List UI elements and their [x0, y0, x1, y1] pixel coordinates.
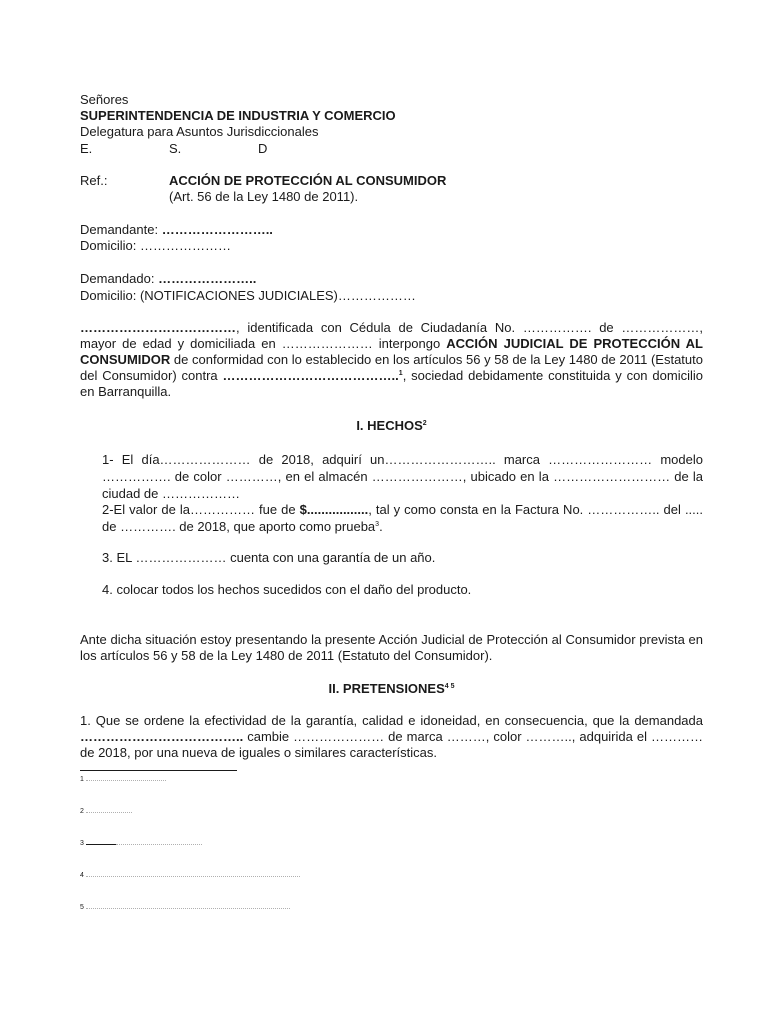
- domicilio-demandante-line: [80, 238, 231, 254]
- footnote-2: 2: [80, 808, 132, 816]
- hecho-3: 3. EL ………………… cuenta con una garantía de un año.: [102, 550, 436, 565]
- demandado-line: [80, 271, 256, 287]
- demandado-placeholder: …………………………………..: [222, 368, 399, 383]
- hecho-1: 1- El día………………… de 2018, adquirí un…………………….. marca …………………… modelo ……………. de color …………, en el almacén …………………, ubicado en la ……………………… de la ciudad de ………………: [102, 452, 703, 501]
- footnote-ref-4-5: 4 5: [444, 683, 455, 690]
- footnote-5: 5: [80, 904, 290, 912]
- footnote-separator: [80, 770, 237, 771]
- entity-name: SUPERINTENDENCIA DE INDUSTRIA Y COMERCIO: [80, 108, 396, 123]
- ref-label: Ref.:: [80, 173, 108, 188]
- salutation: Señores: [80, 92, 129, 107]
- hecho-4: 4. colocar todos los hechos sucedidos con el daño del producto.: [102, 582, 472, 597]
- pretension-1: 1. Que se ordene la efectividad de la garantía, calidad e idoneidad, en consecuencia, que la demandada ……………………………….. cambie ………………… de marca ………, color ……….., adquirida el …………de 2018, por una nueva de iguales o similares características.: [80, 713, 703, 760]
- domicilio-demandado-line: [80, 288, 416, 304]
- footnote-ref-1: 1: [398, 370, 403, 377]
- esd-d: D: [258, 141, 268, 156]
- esd-e: E.: [80, 141, 93, 156]
- footnote-placeholder: [116, 840, 202, 845]
- hechos-heading: I. HECHOS$^2$: [356, 418, 427, 433]
- intro-text-3: , sociedad debidamente constituida y con domicilio en Barranquilla.: [80, 368, 703, 399]
- intro-paragraph: [80, 320, 703, 400]
- footnote-3: 3: [80, 840, 202, 848]
- intro-text-2: de conformidad con lo establecido en los artículos 56 y 58 de la Ley 1480 de 2011 (Estatuto del Consumidor) contra: [80, 352, 703, 383]
- action-title: ACCIÓN JUDICIAL DE PROTECCIÓN AL CONSUMIDOR: [80, 336, 703, 367]
- demandante-label: Demandante:: [80, 222, 159, 237]
- domicilio-value: (NOTIFICACIONES JUDICIALES)………………: [139, 288, 416, 303]
- domicilio-value: …………………: [139, 238, 231, 253]
- demandante-line: [80, 222, 273, 238]
- domicilio-label: Domicilio:: [80, 288, 137, 303]
- footnote-underline: [86, 840, 116, 845]
- intro-text-1: , identificada con Cédula de Ciudadanía No. ……………. de ………………, mayor de edad y domiciliada en ………………… interpongo: [80, 320, 703, 351]
- demandado-label: Demandado:: [80, 271, 155, 286]
- footnote-ref-2: 2: [422, 420, 427, 427]
- footnote-4: 4: [80, 872, 300, 880]
- footnote-placeholder: [86, 808, 132, 813]
- demandante-value: ……………………..: [161, 222, 273, 237]
- hecho-2: 2-El valor de la…………… fue de $................., tal y como consta en la Factura No. …………….. del ..... de …………. de 2018, que aporto como prueba$^3$.: [102, 502, 703, 534]
- footnote-placeholder: [86, 872, 300, 877]
- footnote-placeholder: [86, 904, 290, 909]
- domicilio-label: Domicilio:: [80, 238, 137, 253]
- department: Delegatura para Asuntos Jurisdiccionales: [80, 124, 319, 139]
- pretensiones-heading: II. $PRETENSIONES^{4 5}$: [328, 681, 455, 696]
- footnote-ref-3: 3: [375, 521, 380, 528]
- esd-s: S.: [169, 141, 182, 156]
- ref-subtitle: (Art. 56 de la Ley 1480 de 2011).: [169, 189, 359, 204]
- demandante-placeholder: ………………………………: [80, 320, 236, 335]
- situation-paragraph: Ante dicha situación estoy presentando la presente Acción Judicial de Protección al Consumidor prevista en los artículos 56 y 58 de la Ley 1480 de 2011 (Estatuto del Consumidor).: [80, 632, 703, 663]
- ref-title: ACCIÓN DE PROTECCIÓN AL CONSUMIDOR: [169, 173, 447, 188]
- demandado-value: …………………..: [158, 271, 257, 286]
- footnote-1: 1: [80, 776, 166, 784]
- footnote-placeholder: [86, 776, 166, 781]
